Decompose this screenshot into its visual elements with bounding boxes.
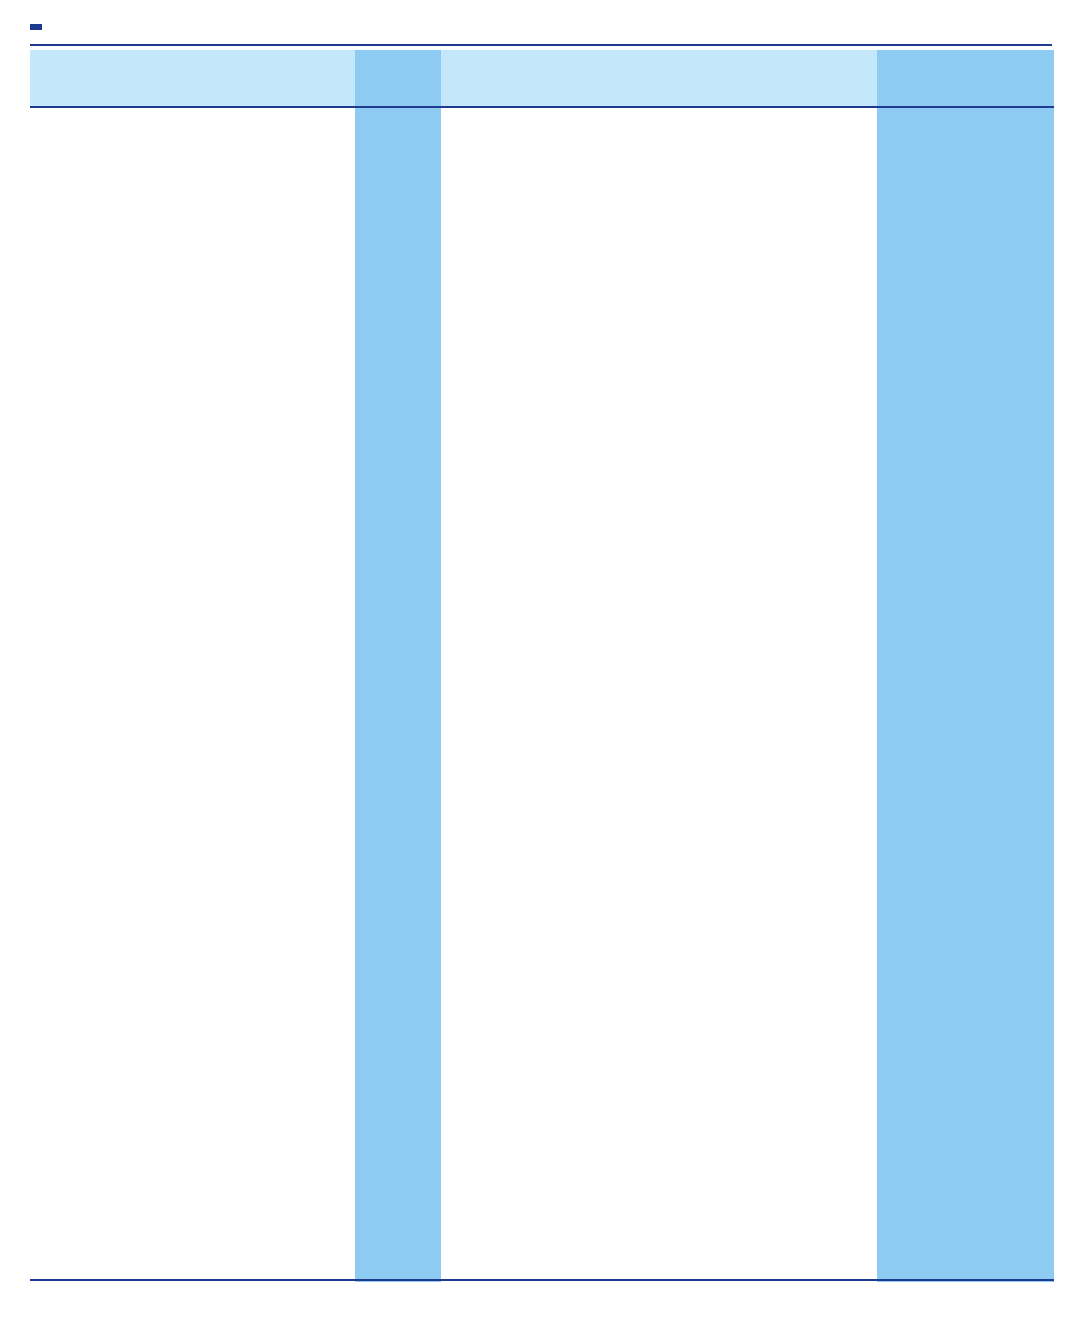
header-divider <box>30 106 1054 108</box>
table-number <box>30 24 42 30</box>
title-underline <box>30 44 1052 46</box>
highlight-column-yoy <box>355 50 441 1282</box>
table-bottom-border <box>30 1279 1054 1281</box>
highlight-column-single <box>877 50 1054 1282</box>
table-title <box>30 12 44 42</box>
